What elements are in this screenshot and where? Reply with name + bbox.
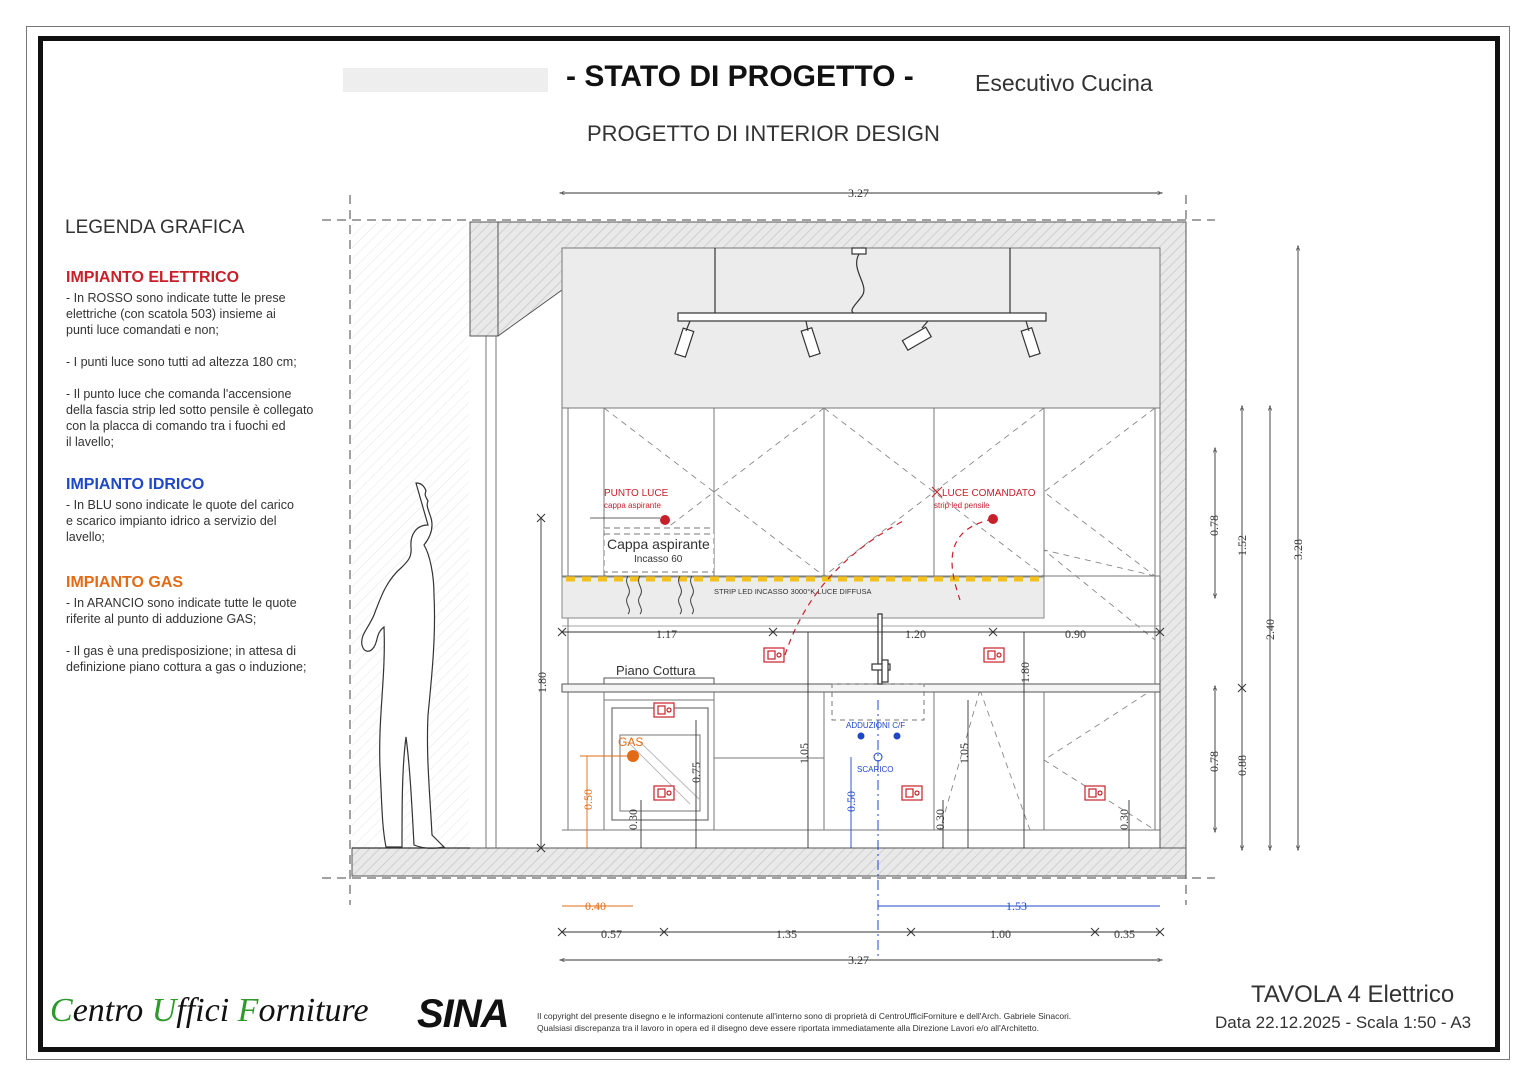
socket-icon (1085, 786, 1105, 800)
led-band (562, 577, 1044, 618)
dim-180-left: 1.80 (535, 672, 549, 693)
dim-105-a: 1.05 (797, 743, 811, 764)
date-scale-label: Data 22.12.2025 - Scala 1:50 - A3 (1215, 1013, 1472, 1032)
dim-088: 0.88 (1235, 755, 1249, 776)
dim-057: 0.57 (601, 927, 622, 941)
dim-090: 0.90 (1065, 627, 1086, 641)
legend-title: LEGENDA GRAFICA (65, 217, 245, 238)
label-punto-luce-sub: cappa aspirante (604, 501, 661, 510)
socket-icon (764, 648, 784, 662)
socket-icon (984, 648, 1004, 662)
socket-icon (902, 786, 922, 800)
legend-gas-text: - In ARANCIO sono indicate tutte le quote riferite al punto di adduzione GAS; - Il gas è una predisposizione; in attesa di definizione piano cottura a gas o induzione; (66, 596, 307, 674)
tavola-label: TAVOLA 4 Elettrico (1251, 981, 1455, 1008)
label-cappa: Cappa aspirante (607, 536, 710, 552)
dim-top-width: 3.27 (848, 186, 869, 200)
floor-section (352, 848, 1186, 876)
dim-240: 2.40 (1263, 619, 1277, 640)
socket-icon (654, 703, 674, 717)
countertop (562, 684, 1160, 692)
label-punto-luce: PUNTO LUCE (604, 488, 669, 499)
dim-328: 3.28 (1291, 539, 1305, 560)
label-piano-cottura: Piano Cottura (616, 663, 696, 678)
cooktop (604, 678, 714, 684)
legend-electric-text: - In ROSSO sono indicate tutte le prese elettriche (con scatola 503) insieme ai punti luce comandati e non; - I punti luce sono tutti ad altezza 180 cm; - Il punto luce che comanda l'accensione della fascia strip led sotto pensile è collegato con la placca di comando tra i fuochi ed il lavello; (66, 291, 314, 449)
soffit-area (562, 248, 1160, 408)
legend-gas-heading: IMPIANTO GAS (66, 574, 184, 591)
dim-100: 1.00 (990, 927, 1011, 941)
label-gas: GAS (618, 735, 644, 749)
dim-075: 0.75 (689, 762, 703, 783)
dim-030-b: 0.30 (933, 809, 947, 830)
dim-120: 1.20 (905, 627, 926, 641)
subtitle: PROGETTO DI INTERIOR DESIGN (587, 121, 940, 146)
dim-050-gas: 0.50 (581, 789, 595, 810)
title-main: - STATO DI PROGETTO - (566, 60, 914, 93)
dim-035: 0.35 (1114, 927, 1135, 941)
label-luce-comandato-sub: strip led pensile (934, 501, 990, 510)
label-adduzioni: ADDUZIONI C/F (846, 721, 906, 730)
dim-078-top: 0.78 (1207, 515, 1221, 536)
socket-icon (654, 786, 674, 800)
dim-117: 1.17 (656, 627, 677, 641)
dim-153: 1.53 (1006, 899, 1027, 913)
faucet (872, 614, 890, 684)
legend-water-heading: IMPIANTO IDRICO (66, 476, 205, 493)
dim-152: 1.52 (1235, 535, 1249, 556)
dim-030-c: 0.30 (1117, 809, 1131, 830)
wall-stub (470, 222, 498, 336)
label-luce-comandato: LUCE COMANDATO (942, 488, 1036, 499)
legend-electric-heading: IMPIANTO ELETTRICO (66, 269, 240, 286)
label-strip-led: STRIP LED INCASSO 3000°K LUCE DIFFUSA (714, 587, 872, 596)
dim-105-b: 1.05 (957, 743, 971, 764)
dim-030-a: 0.30 (626, 809, 640, 830)
label-scarico: SCARICO (857, 765, 894, 774)
water-supply-points (858, 733, 900, 761)
light-point-hood (660, 515, 670, 525)
dim-050-water: 0.50 (844, 791, 858, 812)
dim-135: 1.35 (776, 927, 797, 941)
title-sub: Esecutivo Cucina (975, 70, 1153, 96)
dim-bottom-width: 3.27 (848, 953, 869, 967)
dim-078-bot: 0.78 (1207, 751, 1221, 772)
dim-180-mid: 1.80 (1018, 662, 1032, 683)
legend-water-text: - In BLU sono indicate le quote del carico e scarico impianto idrico a servizio del lavello; (66, 498, 294, 544)
logo-centro-uffici-forniture: Centro Uffici Forniture (50, 992, 369, 1029)
label-cappa-sub: Incasso 60 (634, 554, 683, 565)
logo-sina: SINA (417, 992, 509, 1036)
dim-040: 0.40 (585, 899, 606, 913)
water-dimension (851, 757, 1160, 906)
copyright-notice: Il copyright del presente disegno e le informazioni contenute all'interno sono di proprietà di CentroUfficiForniture e dell'Arch. Gabriele Sinacori. Qualsiasi discrepanza tra il lavoro in opera ed il disegno deve essere riportata immediatamente alla Direzione Lavori e/o all'Architetto. (537, 1011, 1072, 1033)
